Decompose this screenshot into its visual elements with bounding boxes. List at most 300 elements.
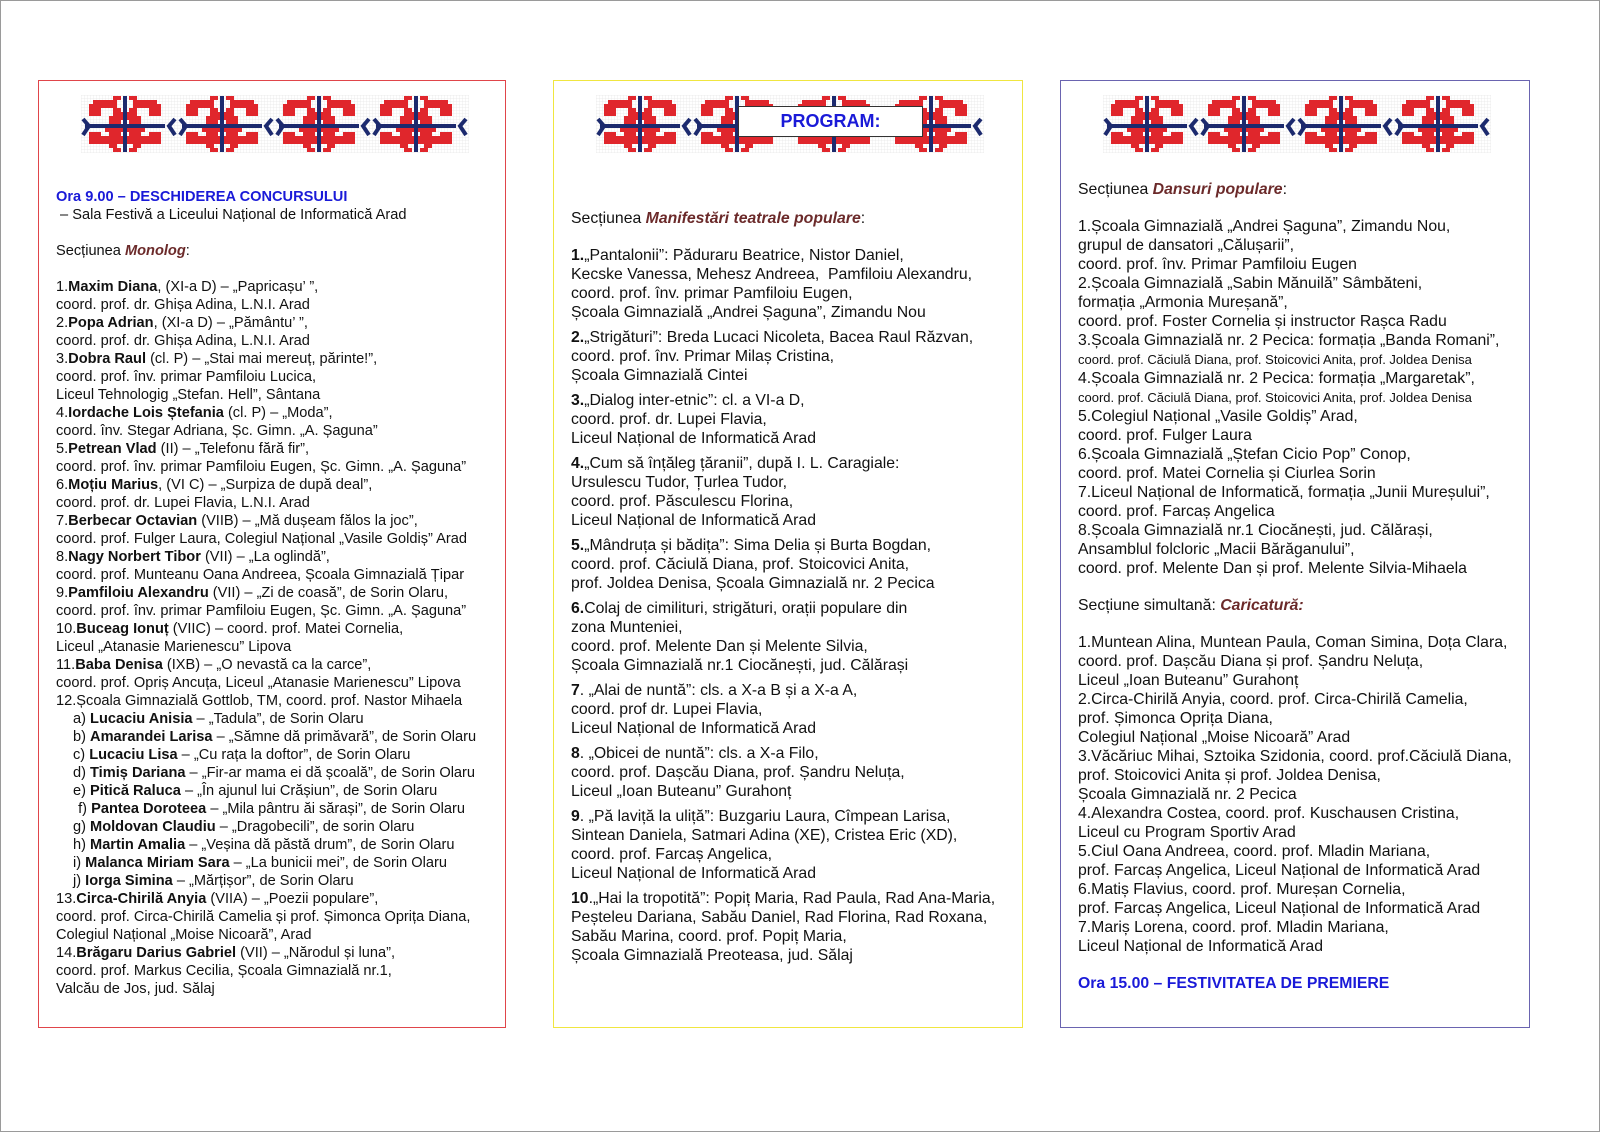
text-segment: 5.Ciul Oana Andreea, coord. prof. Mladin Mariana, xyxy=(1078,843,1431,860)
text-line xyxy=(1078,842,1512,861)
text-segment: : xyxy=(185,243,190,259)
text-segment: Liceul Național de Informatică Arad xyxy=(571,865,816,882)
text-segment: zona Munteniei, xyxy=(571,619,683,636)
text-segment: coord. prof. Farcaș Angelica xyxy=(1078,503,1275,520)
text-segment: coord. prof. Melente Dan și prof. Melente Silvia-Mihaela xyxy=(1078,560,1467,577)
text-line xyxy=(1078,369,1512,388)
text-line xyxy=(1078,255,1512,274)
text-segment: Liceul „Atanasie Marienescu” Lipova xyxy=(56,639,292,655)
text-line xyxy=(1078,747,1512,766)
text-line xyxy=(571,429,995,448)
text-segment: 1.Muntean Alina, Muntean Paula, Coman Simina, Doța Clara, xyxy=(1078,634,1508,651)
text-line xyxy=(571,744,995,763)
text-segment: – „Sămne dă primăvară”, de Sorin Olaru xyxy=(212,729,477,745)
text-line xyxy=(56,692,476,710)
text-line xyxy=(56,278,476,296)
text-segment: coord. prof. Căciulă Diana, prof. Stoicovici Anita, prof. Joldea Denisa xyxy=(1078,390,1472,405)
name-text: Malanca Miriam Sara xyxy=(85,855,230,871)
text-segment: . „Alai de nuntă”: cls. a X-a B și a X-a A, xyxy=(579,682,858,699)
text-line xyxy=(56,746,476,764)
name-text: Moțiu Marius xyxy=(68,477,159,493)
spacer xyxy=(1078,578,1512,596)
text-line xyxy=(1078,633,1512,652)
text-segment: 3.Văcăriuc Mihai, Sztoika Szidonia, coord. prof.Căciulă Diana, xyxy=(1078,748,1512,765)
text-segment: coord. prof. Circa-Chirilă Camelia și prof. Șimonca Oprița Diana, xyxy=(56,909,471,925)
text-line xyxy=(1078,559,1512,578)
text-line xyxy=(1078,709,1512,728)
text-segment: coord. prof. înv. primar Pamfiloiu Eugen, xyxy=(571,285,853,302)
text-segment: „Dialog inter-etnic”: cl. a VI-a D, xyxy=(584,392,805,409)
text-segment: Liceul Tehnologig „Stefan. Hell”, Sântana xyxy=(56,387,321,403)
name-text: 1. xyxy=(571,247,585,264)
text-line xyxy=(56,728,476,746)
text-segment: coord. prof. Farcaș Angelica, xyxy=(571,846,773,863)
text-segment: Sintean Daniela, Satmari Adina (XE), Cristea Eric (XD), xyxy=(571,827,958,844)
section-title: Manifestări teatrale populare xyxy=(645,210,861,227)
text-segment: 6. xyxy=(56,477,69,493)
text-segment: coord. prof. Căciulă Diana, prof. Stoicovici Anita, prof. Joldea Denisa xyxy=(1078,352,1472,367)
text-segment: – „Dragobecili”, de sorin Olaru xyxy=(215,819,415,835)
text-segment: 7. xyxy=(56,513,69,529)
name-text: Amarandei Larisa xyxy=(90,729,213,745)
text-line xyxy=(1078,274,1512,293)
text-segment: h) xyxy=(73,837,91,853)
text-line xyxy=(571,845,995,864)
text-segment: coord. prof. Markus Cecilia, Școala Gimnazială nr.1, xyxy=(56,963,392,979)
text-segment: e) xyxy=(73,783,91,799)
text-segment: (VIIC) – coord. prof. Matei Cornelia, xyxy=(168,621,404,637)
text-line xyxy=(56,206,476,224)
text-line xyxy=(571,807,995,826)
text-segment: 2.Circa-Chirilă Anyia, coord. prof. Circa-Chirilă Camelia, xyxy=(1078,691,1468,708)
spacer xyxy=(1078,615,1512,633)
text-line xyxy=(1078,426,1512,445)
text-line xyxy=(571,536,995,555)
text-segment: coord. prof. Matei Cornelia și Ciurlea Sorin xyxy=(1078,465,1376,482)
name-text: Iordache Lois Ștefania xyxy=(68,405,224,421)
spacer xyxy=(571,228,995,246)
text-segment: f) xyxy=(70,801,92,817)
text-segment: d) xyxy=(73,765,91,781)
text-line xyxy=(571,782,995,801)
text-line xyxy=(1078,388,1512,407)
text-segment: (VII) – „Zi de coasă”, de Sorin Olaru, xyxy=(208,585,448,601)
text-segment: formația „Armonia Mureșană”, xyxy=(1078,294,1288,311)
text-segment: coord. prof dr. Lupei Flavia, xyxy=(571,701,763,718)
text-line xyxy=(56,710,476,728)
name-text: 8 xyxy=(571,745,580,762)
text-segment: – „Mărțișor”, de Sorin Olaru xyxy=(172,873,354,889)
text-segment: coord. prof. Dașcău Diana și prof. Șandru Neluța, xyxy=(1078,653,1424,670)
name-text: Lucaciu Lisa xyxy=(89,747,178,763)
text-line xyxy=(1078,766,1512,785)
text-segment: 5.Colegiul Național „Vasile Goldiș” Arad, xyxy=(1078,408,1358,425)
name-text: 3. xyxy=(571,392,585,409)
text-segment: 6.Matiș Flavius, coord. prof. Mureșan Cornelia, xyxy=(1078,881,1406,898)
text-line xyxy=(56,926,476,944)
text-line xyxy=(1078,690,1512,709)
text-line xyxy=(571,410,995,429)
text-line xyxy=(1078,236,1512,255)
text-line xyxy=(1078,521,1512,540)
embroidery-band-icon xyxy=(81,95,469,153)
name-text: Lucaciu Anisia xyxy=(90,711,193,727)
text-segment: 14. xyxy=(56,945,77,961)
text-line xyxy=(571,265,995,284)
text-line xyxy=(571,681,995,700)
text-segment: Liceul Național de Informatică Arad xyxy=(571,430,816,447)
text-line xyxy=(1078,407,1512,426)
text-line xyxy=(571,284,995,303)
text-segment: 7.Liceul Național de Informatică, formația „Junii Mureșului”, xyxy=(1078,484,1490,501)
text-segment: (II) – „Telefonu fără fir”, xyxy=(156,441,310,457)
text-segment: Secțiune simultană: xyxy=(1078,597,1221,614)
text-line xyxy=(571,209,995,228)
text-segment: – „Fir-ar mama ei dă școală”, de Sorin Olaru xyxy=(185,765,476,781)
text-segment: 4.Școala Gimnazială nr. 2 Pecica: formația „Margaretak”, xyxy=(1078,370,1475,387)
text-line xyxy=(56,494,476,512)
text-line xyxy=(56,962,476,980)
text-line xyxy=(1078,918,1512,937)
text-line xyxy=(1078,671,1512,690)
text-line xyxy=(571,473,995,492)
text-segment: 2.Școala Gimnazială „Sabin Mănuilă” Sâmbăteni, xyxy=(1078,275,1423,292)
text-segment: 4.Alexandra Costea, coord. prof. Kuschausen Cristina, xyxy=(1078,805,1460,822)
text-line xyxy=(1078,540,1512,559)
name-text: 2. xyxy=(571,329,585,346)
text-segment: coord. prof. înv. Primar Milaș Cristina, xyxy=(571,348,835,365)
text-segment: c) xyxy=(73,747,90,763)
text-segment: „Mândruța și bădița”: Sima Delia și Burta Bogdan, xyxy=(584,537,932,554)
text-segment: 1. xyxy=(56,279,69,295)
text-segment: (VIIB) – „Mă dușeam fălos la joc”, xyxy=(197,513,418,529)
text-segment: 13. xyxy=(56,891,77,907)
text-line xyxy=(56,584,476,602)
text-segment: 2. xyxy=(56,315,69,331)
text-segment: 1.Școala Gimnazială „Andrei Șaguna”, Zimandu Nou, xyxy=(1078,218,1451,235)
text-segment: prof. Șimonca Oprița Diana, xyxy=(1078,710,1273,727)
text-segment: (cl. P) – „Stai mai mereuț, părinte!”, xyxy=(146,351,378,367)
text-line xyxy=(56,836,476,854)
text-segment: 8. xyxy=(56,549,69,565)
text-segment: coord. prof. Melente Dan și Melente Silvia, xyxy=(571,638,868,655)
text-line xyxy=(1078,728,1512,747)
text-segment: Școala Gimnazială nr.1 Ciocănești, jud. Călărași xyxy=(571,657,909,674)
text-segment: 7.Mariș Lorena, coord. prof. Mladin Mariana, xyxy=(1078,919,1389,936)
text-segment: Valcău de Jos, jud. Sălaj xyxy=(56,981,215,997)
name-text: 5. xyxy=(571,537,585,554)
text-line xyxy=(1078,785,1512,804)
text-line xyxy=(571,391,995,410)
name-text: Berbecar Octavian xyxy=(68,513,198,529)
section-title: Monolog xyxy=(124,243,186,259)
middle-column-text xyxy=(571,209,995,965)
text-segment: (VIIA) – „Poezii populare”, xyxy=(206,891,379,907)
text-segment: coord. prof. înv. primar Pamfiloiu Eugen, Șc. Gimn. „A. Șaguna” xyxy=(56,603,467,619)
text-segment: Liceul cu Program Sportiv Arad xyxy=(1078,824,1296,841)
text-segment: Sabău Marina, coord. prof. Popiț Maria, xyxy=(571,928,847,945)
text-segment: : xyxy=(860,210,866,227)
text-segment: Colegiul Național „Moise Nicoară”, Arad xyxy=(56,927,312,943)
text-line xyxy=(571,826,995,845)
name-text: 10 xyxy=(571,890,589,907)
text-line xyxy=(56,620,476,638)
text-line xyxy=(571,864,995,883)
text-line xyxy=(56,908,476,926)
text-line xyxy=(1078,937,1512,956)
text-segment: Secțiunea xyxy=(571,210,646,227)
text-line xyxy=(1078,312,1512,331)
text-segment: coord. prof. Dașcău Diana, prof. Șandru Neluța, xyxy=(571,764,905,781)
panel-monolog xyxy=(38,80,506,1028)
text-line xyxy=(571,492,995,511)
text-segment: Școala Gimnazială nr. 2 Pecica xyxy=(1078,786,1297,803)
text-line xyxy=(571,328,995,347)
text-line xyxy=(1078,483,1512,502)
text-segment: „Cum să înțăleg țăranii”, după I. L. Caragiale: xyxy=(584,455,900,472)
text-line xyxy=(1078,350,1512,369)
text-line xyxy=(56,872,476,890)
panel-program xyxy=(553,80,1023,1028)
text-line xyxy=(56,458,476,476)
panel-dances xyxy=(1060,80,1530,1028)
right-column-text xyxy=(1078,180,1512,993)
text-line xyxy=(56,800,476,818)
text-line xyxy=(56,656,476,674)
spacer xyxy=(1078,199,1512,217)
text-line xyxy=(1078,180,1512,199)
text-segment: 5. xyxy=(56,441,69,457)
text-line xyxy=(1078,502,1512,521)
text-segment: coord. înv. Stegar Adriana, Șc. Gimn. „A. Șaguna” xyxy=(56,423,378,439)
name-text: Pantea Doroteea xyxy=(91,801,207,817)
text-segment: , (XI-a D) – „Pământu’ ”, xyxy=(153,315,308,331)
name-text: Maxim Diana xyxy=(68,279,158,295)
text-segment: 9. xyxy=(56,585,69,601)
text-line xyxy=(1078,861,1512,880)
text-segment: prof. Joldea Denisa, Școala Gimnazială nr. 2 Pecica xyxy=(571,575,935,592)
name-text: Popa Adrian xyxy=(68,315,154,331)
time-heading: Ora 15.00 – FESTIVITATEA DE PREMIERE xyxy=(1078,975,1390,992)
text-segment: coord. prof. dr. Ghișa Adina, L.N.I. Arad xyxy=(56,297,310,313)
text-line xyxy=(571,347,995,366)
embroidery-band-icon xyxy=(1103,95,1491,153)
text-line xyxy=(571,246,995,265)
text-line xyxy=(56,404,476,422)
text-segment: „Pantalonii”: Păduraru Beatrice, Nistor Daniel, xyxy=(584,247,904,264)
text-line xyxy=(56,854,476,872)
text-line xyxy=(571,454,995,473)
name-text: 9 xyxy=(571,808,580,825)
text-line xyxy=(56,764,476,782)
name-text: Dobra Raul xyxy=(68,351,147,367)
text-line xyxy=(1078,217,1512,236)
text-line xyxy=(56,332,476,350)
name-text: Brăgaru Darius Gabriel xyxy=(76,945,237,961)
text-segment: coord. prof. Căciulă Diana, prof. Stoicovici Anita, xyxy=(571,556,910,573)
program-title: PROGRAM: xyxy=(738,106,923,137)
text-segment: b) xyxy=(73,729,91,745)
name-text: Baba Denisa xyxy=(75,657,163,673)
text-segment: prof. Farcaș Angelica, Liceul Național de Informatică Arad xyxy=(1078,900,1481,917)
text-segment: j) xyxy=(73,873,86,889)
text-line xyxy=(1078,445,1512,464)
text-segment: coord. prof. dr. Lupei Flavia, L.N.I. Arad xyxy=(56,495,310,511)
text-segment: Liceul „Ioan Buteanu” Gurahonț xyxy=(571,783,792,800)
name-text: Moldovan Claudiu xyxy=(90,819,216,835)
text-line xyxy=(571,927,995,946)
text-line xyxy=(56,566,476,584)
text-line xyxy=(56,296,476,314)
text-segment: – Sala Festivă a Liceului Național de Informatică Arad xyxy=(56,207,407,223)
text-line xyxy=(1078,974,1512,993)
text-line xyxy=(56,440,476,458)
section-title: Dansuri populare xyxy=(1152,181,1283,198)
text-segment: Ansamblul folcloric „Macii Bărăganului”, xyxy=(1078,541,1355,558)
text-line xyxy=(571,511,995,530)
text-segment: „Strigături”: Breda Lucaci Nicoleta, Bacea Raul Răzvan, xyxy=(584,329,974,346)
text-line xyxy=(571,618,995,637)
text-line xyxy=(56,368,476,386)
text-segment: , (VI C) – „Surpiza de după deal”, xyxy=(158,477,373,493)
name-text: 6. xyxy=(571,600,585,617)
text-line xyxy=(1078,596,1512,615)
text-segment: coord. prof. înv. primar Pamfiloiu Eugen, Șc. Gimn. „A. Șaguna” xyxy=(56,459,467,475)
name-text: Martin Amalia xyxy=(90,837,186,853)
text-line xyxy=(56,890,476,908)
text-segment: 11. xyxy=(56,657,76,673)
name-text: Timiș Dariana xyxy=(90,765,186,781)
text-segment: coord. prof. dr. Ghișa Adina, L.N.I. Arad xyxy=(56,333,310,349)
text-line xyxy=(1078,899,1512,918)
text-line xyxy=(571,637,995,656)
text-line xyxy=(56,350,476,368)
text-segment: Secțiunea xyxy=(56,243,125,259)
text-segment: coord. prof. Fulger Laura xyxy=(1078,427,1252,444)
text-line xyxy=(1078,804,1512,823)
text-line xyxy=(56,944,476,962)
name-text: Petrean Vlad xyxy=(68,441,157,457)
text-line xyxy=(571,763,995,782)
text-line xyxy=(571,719,995,738)
text-segment: Liceul Național de Informatică Arad xyxy=(571,512,816,529)
text-segment: 10. xyxy=(56,621,77,637)
text-segment: .„Hai la tropotită”: Popiț Maria, Rad Paula, Rad Ana-Maria, xyxy=(588,890,996,907)
text-line xyxy=(56,188,476,206)
text-segment: (VII) – „Nărodul și luna”, xyxy=(236,945,396,961)
text-line xyxy=(56,242,476,260)
text-line xyxy=(56,674,476,692)
text-segment: – „Cu rața la doftor”, de Sorin Olaru xyxy=(177,747,411,763)
text-segment: 8.Școala Gimnazială nr.1 Ciocănești, jud. Călărași, xyxy=(1078,522,1433,539)
text-segment: prof. Farcaș Angelica, Liceul Național de Informatică Arad xyxy=(1078,862,1481,879)
text-segment: coord. prof. înv. primar Pamfiloiu Lucica, xyxy=(56,369,317,385)
text-segment: : xyxy=(1282,181,1287,198)
text-line xyxy=(56,422,476,440)
text-segment: Kecske Vanessa, Mehesz Andreea, Pamfiloiu Alexandru, xyxy=(571,266,972,283)
text-line xyxy=(56,818,476,836)
text-segment: coord. prof. Foster Cornelia și instructor Rașca Radu xyxy=(1078,313,1447,330)
text-segment: coord. prof. Munteanu Oana Andreea, Școala Gimnazială Țipar xyxy=(56,567,465,583)
text-line xyxy=(56,782,476,800)
text-segment: coord. prof. Fulger Laura, Colegiul Național „Vasile Goldiș” Arad xyxy=(56,531,467,547)
text-line xyxy=(56,980,476,998)
text-line xyxy=(571,656,995,675)
text-segment: Colaj de cimilituri, strigături, orații populare din xyxy=(584,600,908,617)
text-segment: Secțiunea xyxy=(1078,181,1153,198)
section-title: Caricatură: xyxy=(1220,597,1304,614)
text-line xyxy=(571,599,995,618)
text-segment: Ursulescu Tudor, Țurlea Tudor, xyxy=(571,474,787,491)
text-line xyxy=(1078,464,1512,483)
text-segment: 3. xyxy=(56,351,69,367)
text-segment: i) xyxy=(73,855,86,871)
name-text: Buceag Ionuț xyxy=(76,621,169,637)
text-line xyxy=(571,908,995,927)
text-segment: 3.Școala Gimnazială nr. 2 Pecica: formația „Banda Romani”, xyxy=(1078,332,1500,349)
spacer xyxy=(1078,956,1512,974)
text-line xyxy=(56,476,476,494)
name-text: Circa-Chirilă Anyia xyxy=(76,891,207,907)
text-segment: coord. prof. Păsculescu Florina, xyxy=(571,493,794,510)
text-line xyxy=(56,548,476,566)
time-heading: Ora 9.00 – DESCHIDEREA CONCURSULUI xyxy=(56,189,348,205)
text-segment: 6.Școala Gimnazială „Ștefan Cicio Pop” Conop, xyxy=(1078,446,1411,463)
name-text: Nagy Norbert Tibor xyxy=(68,549,201,565)
text-segment: – „Tadula”, de Sorin Olaru xyxy=(192,711,364,727)
text-segment: Peșteleu Dariana, Sabău Daniel, Rad Florina, Rad Roxana, xyxy=(571,909,988,926)
text-line xyxy=(1078,331,1512,350)
spacer xyxy=(56,224,476,242)
text-line xyxy=(1078,652,1512,671)
text-segment: Liceul Național de Informatică Arad xyxy=(571,720,816,737)
text-segment: a) xyxy=(73,711,91,727)
text-line xyxy=(571,555,995,574)
text-segment: . „Pă laviță la uliță”: Buzgariu Laura, Cîmpean Larisa, xyxy=(579,808,951,825)
text-line xyxy=(56,512,476,530)
text-segment: Școala Gimnazială Cintei xyxy=(571,367,748,384)
text-line xyxy=(571,366,995,385)
text-line xyxy=(571,574,995,593)
name-text: 4. xyxy=(571,455,585,472)
text-segment: coord. prof. înv. Primar Pamfiloiu Eugen xyxy=(1078,256,1357,273)
text-line xyxy=(56,386,476,404)
text-segment: coord. prof. dr. Lupei Flavia, xyxy=(571,411,767,428)
text-line xyxy=(571,889,995,908)
name-text: Iorga Simina xyxy=(85,873,173,889)
text-segment: (IXB) – „O nevastă ca la carce”, xyxy=(162,657,372,673)
text-segment: coord. prof. Opriș Ancuța, Liceul „Atanasie Marienescu” Lipova xyxy=(56,675,461,691)
text-line xyxy=(571,303,995,322)
text-segment: g) xyxy=(73,819,91,835)
text-line xyxy=(1078,880,1512,899)
text-segment: – „Veșina dă păstă drum”, de Sorin Olaru xyxy=(185,837,455,853)
text-segment: – „La bunicii mei”, de Sorin Olaru xyxy=(229,855,447,871)
text-segment: 12.Școala Gimnazială Gottlob, TM, coord. prof. Nastor Mihaela xyxy=(56,693,463,709)
text-line xyxy=(571,946,995,965)
spacer xyxy=(56,260,476,278)
text-line xyxy=(1078,293,1512,312)
name-text: Pitică Raluca xyxy=(90,783,181,799)
text-segment: – „În ajunul lui Crășiun”, de Sorin Olaru xyxy=(180,783,438,799)
text-line xyxy=(571,700,995,719)
left-column-text xyxy=(56,188,476,998)
text-segment: – „Mila pântru ăi sărași”, de Sorin Olaru xyxy=(206,801,466,817)
text-segment: Școala Gimnazială „Andrei Șaguna”, Zimandu Nou xyxy=(571,304,926,321)
text-segment: (cl. P) – „Moda”, xyxy=(223,405,333,421)
name-text: Pamfiloiu Alexandru xyxy=(68,585,209,601)
text-line xyxy=(1078,823,1512,842)
